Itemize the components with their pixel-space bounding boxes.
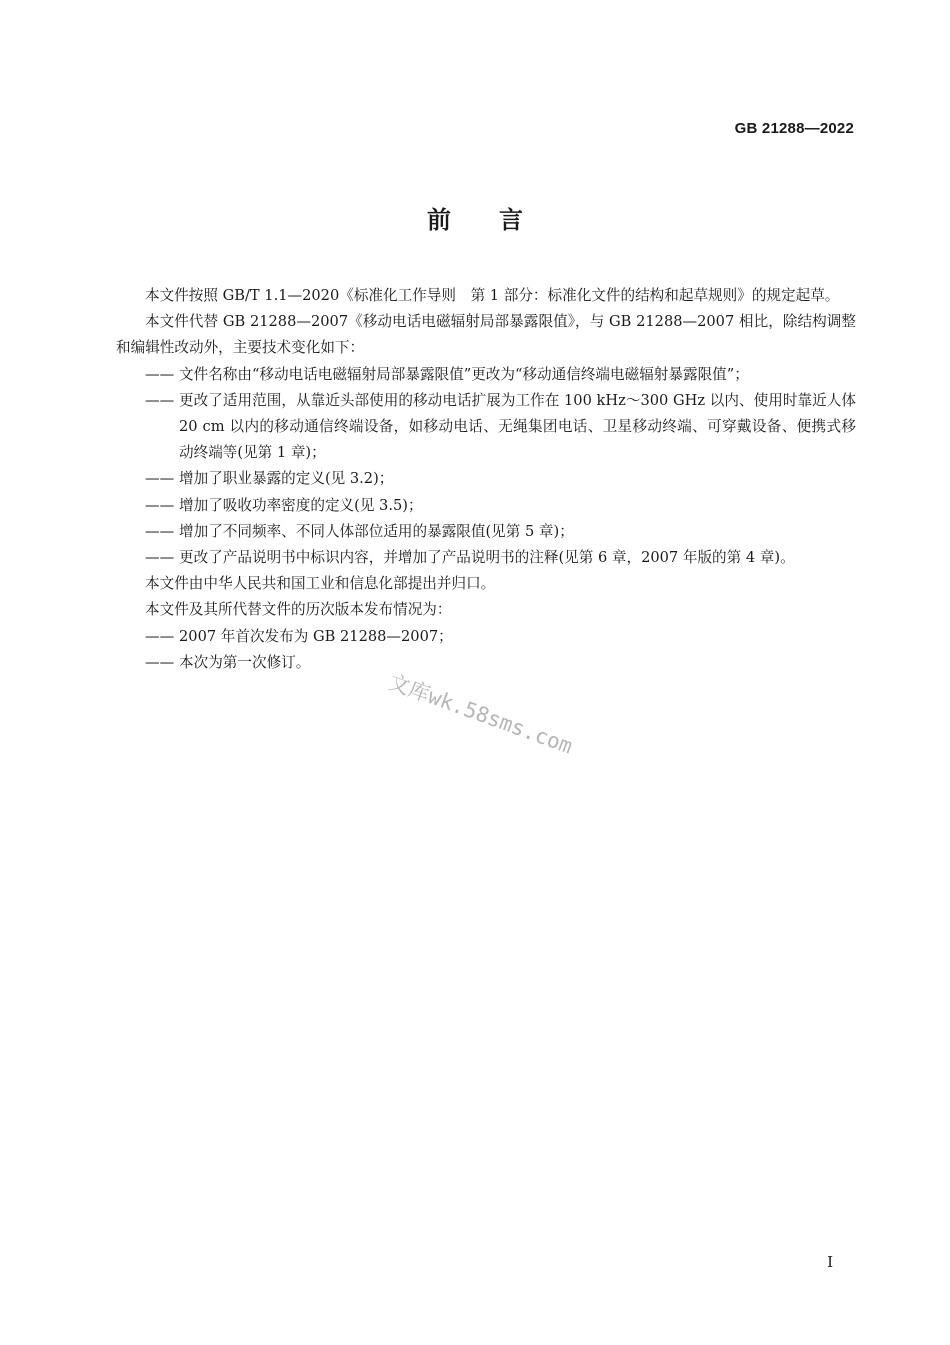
standard-code: GB 21288—2022 [734, 120, 854, 137]
dash-marker: —— [145, 365, 175, 383]
watermark: 文库wk.58sms.com [385, 669, 576, 759]
paragraph: 本文件及其所代替文件的历次版本发布情况为： [145, 601, 452, 619]
page-title: 前言 [427, 206, 571, 234]
list-item-text: 增加了吸收功率密度的定义(见 3.5)； [179, 496, 423, 514]
list-item [116, 624, 856, 650]
paragraph: 本文件代替 GB 21288—2007《移动电话电磁辐射局部暴露限值》，与 GB 21288—2007 相比，除结构调整和编辑性改动外，主要技术变化如下： [116, 313, 856, 357]
dash-marker: —— [145, 549, 175, 567]
list-item-text: 增加了不同频率、不同人体部位适用的暴露限值(见第 5 章)； [179, 522, 574, 540]
paragraph: 本文件按照 GB/T 1.1—2020《标准化工作导则 第 1 部分：标准化文件的结构和起草规则》的规定起草。 [145, 287, 840, 304]
dash-marker: —— [145, 522, 175, 540]
dash-marker: —— [145, 627, 175, 645]
dash-marker: —— [145, 653, 175, 671]
list-item-text: 本次为第一次修订。 [179, 653, 311, 671]
list-item [116, 388, 856, 467]
dash-marker: —— [145, 496, 175, 514]
preface-body [116, 283, 856, 676]
page-number: I [827, 1253, 833, 1271]
list-item [116, 519, 856, 545]
dash-marker: —— [145, 470, 175, 488]
list-item [116, 545, 856, 571]
paragraph: 本文件由中华人民共和国工业和信息化部提出并归口。 [145, 575, 496, 593]
list-item-text: 2007 年首次发布为 GB 21288—2007； [179, 627, 453, 645]
list-item [116, 466, 856, 492]
list-item-text: 增加了职业暴露的定义(见 3.2)； [179, 470, 394, 488]
list-item-text: 更改了产品说明书中标识内容，并增加了产品说明书的注释(见第 6 章，2007 年版的第 4 章)。 [179, 549, 795, 567]
list-item [116, 493, 856, 519]
dash-marker: —— [145, 391, 175, 409]
list-item [116, 362, 856, 388]
list-item [116, 650, 856, 676]
list-item-text: 更改了适用范围，从靠近头部使用的移动电话扩展为工作在 100 kHz～300 GHz 以内、使用时靠近人体 20 cm 以内的移动通信终端设备，如移动电话、无绳集团电话、卫星移动终端、可穿戴设备、便携式移动终端等(见第 1 章)； [179, 391, 856, 462]
list-item-text: 文件名称由“移动电话电磁辐射局部暴露限值”更改为“移动通信终端电磁辐射暴露限值”； [179, 365, 749, 383]
